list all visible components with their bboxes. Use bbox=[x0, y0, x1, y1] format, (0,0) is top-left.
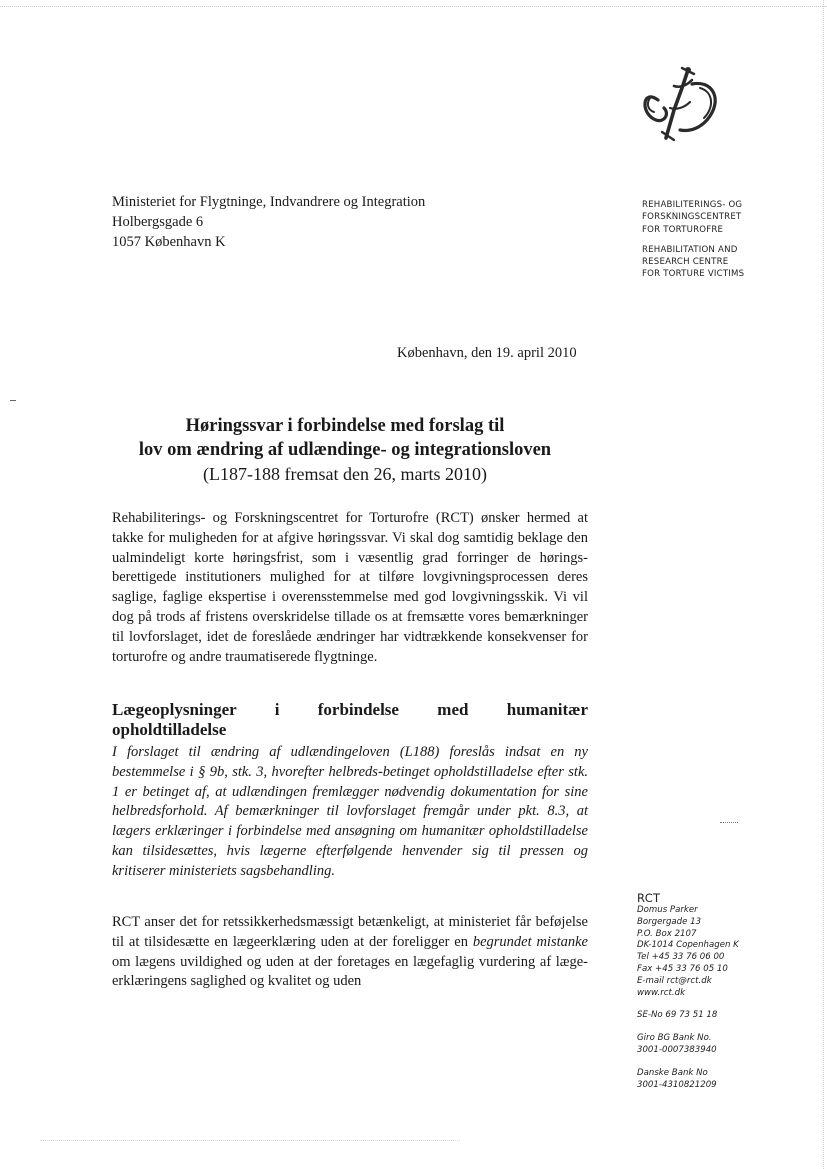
contact-pobox: P.O. Box 2107 bbox=[637, 928, 697, 939]
scan-edge-top bbox=[0, 6, 827, 8]
side-mark bbox=[720, 822, 738, 824]
organization-name-block bbox=[642, 199, 744, 281]
title-line-3: (L187-188 fremsat den 26, marts 2010) bbox=[203, 464, 487, 484]
contact-giro-label: Giro BG Bank No. bbox=[637, 1033, 712, 1044]
margin-mark bbox=[10, 400, 16, 401]
contact-danske-no: 3001-4310821209 bbox=[637, 1079, 717, 1090]
paragraph-intro: Rehabiliterings- og Forskningscentret for Torturofre (RCT) ønsker hermed at takke for muligheden for at afgive høringssvar. Vi skal dog samtidig beklage den ualmindeligt korte høringsfrist, som i væsentlig grad forringer de hørings-berettigede institutioners mulighed for at tilføre lovgivningsprocessen deres saglige, faglige ekspertise i overensstemmelse med god lovgivningsskik. Vi vil dog på trods af fristens overskridelse tillade os at fremsætte vores bemærkninger til lovforslaget, idet de foreslåede ændringer har vidtrækkende konsekvenser for torturofre og andre traumatiserede flygtninge. bbox=[112, 510, 588, 665]
section-heading-line-2: opholdtilladelse bbox=[112, 720, 227, 739]
rct-logo-icon bbox=[630, 58, 730, 158]
paragraph-rct-position-part-1: RCT anser det for retssikkerhedsmæssigt betænkeligt, at ministeriet får beføjelse til at tilsidesætte en lægeerklæring uden at der foreligger en bbox=[112, 914, 588, 950]
contact-city: DK-1014 Copenhagen K bbox=[637, 940, 739, 951]
paragraph-rct-position-part-2: om lægens uvildighed og uden at der foretages en lægefaglig vurdering af læge-erklæringens saglighed og kvalitet og uden bbox=[112, 953, 588, 990]
contact-tel: Tel +45 33 76 06 00 bbox=[637, 952, 725, 963]
section-heading-line-1: Lægeoplysninger i forbindelse med humanitær bbox=[112, 700, 588, 719]
paragraph-rct-position-emphasis: begrundet mistanke bbox=[472, 933, 588, 950]
org-da-line-2: FORSKNINGSCENTRET bbox=[642, 212, 742, 223]
contact-se-no: SE-No 69 73 51 18 bbox=[637, 1010, 718, 1021]
title-line-1: Høringssvar i forbindelse med forslag til bbox=[185, 416, 505, 436]
contact-gap-3 bbox=[637, 1057, 739, 1068]
contact-street: Borgergade 13 bbox=[637, 916, 702, 927]
org-da-line-3: FOR TORTUROFRE bbox=[642, 224, 724, 235]
recipient-line-2: Holbergsgade 6 bbox=[112, 214, 204, 230]
document-title bbox=[90, 414, 600, 486]
paragraph-rct-position bbox=[112, 913, 588, 992]
contact-danske-label: Danske Bank No bbox=[637, 1067, 708, 1078]
rct-logo-graphic bbox=[630, 58, 730, 158]
contact-block bbox=[637, 891, 739, 1091]
contact-label: RCT bbox=[637, 891, 661, 905]
contact-gap-2 bbox=[637, 1022, 739, 1033]
scan-edge-right bbox=[822, 0, 824, 1169]
scan-edge-bottom bbox=[40, 1140, 460, 1142]
paragraph-proposal: I forslaget til ændring af udlændingeloven (L188) foreslås indsat en ny bestemmelse i § 9b, stk. 3, hvorefter helbreds-betinget opholdstilladelse efter stk. 1 er betinget af, at udlændingen fremlægger nødvendig dokumentation for sine helbredsforhold. Af bemærkninger til lovforslaget fremgår under pkt. 8.3, at lægers erklæringer i forbindelse med ansøgning om humanitær opholdstilladelse kan tilsidesættes, hvis lægerne efterfølgende henvender sig til pressen og kritiserer ministeriets sagsbehandling. bbox=[112, 744, 588, 879]
org-en-line-1: REHABILITATION AND bbox=[642, 244, 738, 255]
contact-name: Domus Parker bbox=[637, 905, 698, 915]
contact-fax: Fax +45 33 76 05 10 bbox=[637, 963, 728, 974]
org-gap bbox=[642, 236, 744, 244]
recipient-address bbox=[112, 192, 425, 252]
contact-gap-1 bbox=[637, 999, 739, 1010]
contact-web: www.rct.dk bbox=[637, 987, 686, 998]
org-en-line-2: RESEARCH CENTRE bbox=[642, 257, 729, 268]
org-en-line-3: FOR TORTURE VICTIMS bbox=[642, 269, 745, 280]
recipient-line-1: Ministeriet for Flygtninge, Indvandrere og Integration bbox=[112, 194, 426, 210]
org-da-line-1: REHABILITERINGS- OG bbox=[642, 200, 743, 210]
contact-email: E-mail rct@rct.dk bbox=[637, 975, 712, 986]
contact-giro-no: 3001-0007383940 bbox=[637, 1044, 717, 1055]
date-line: København, den 19. april 2010 bbox=[397, 345, 577, 361]
recipient-line-3: 1057 København K bbox=[112, 234, 226, 250]
title-line-2: lov om ændring af udlændinge- og integrationsloven bbox=[138, 440, 552, 460]
